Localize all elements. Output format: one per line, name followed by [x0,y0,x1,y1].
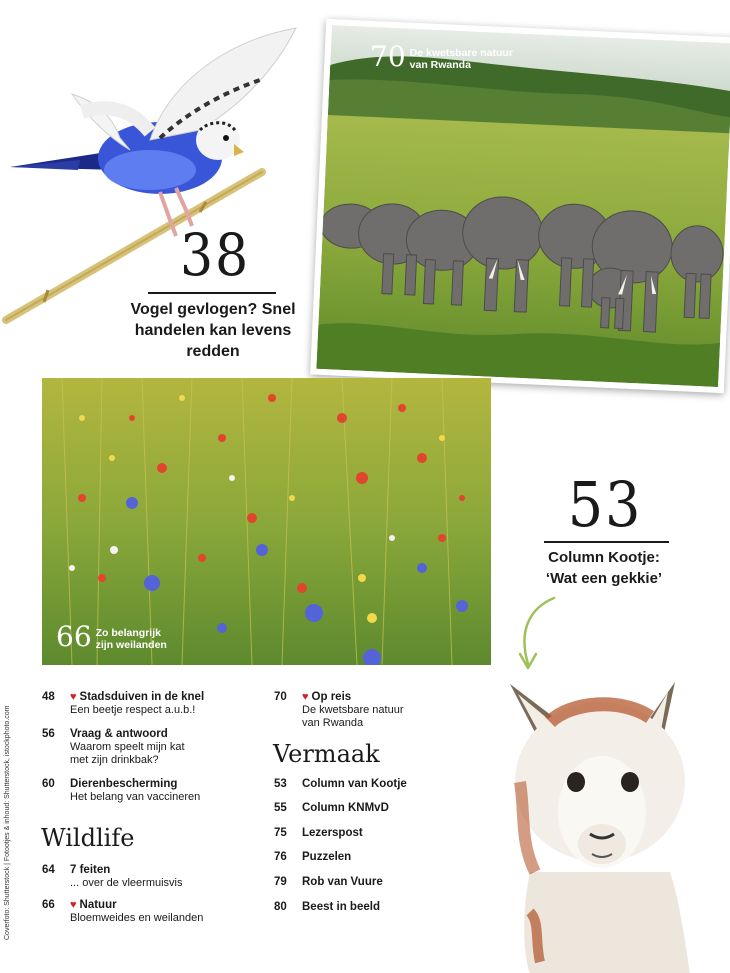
toc-item-80[interactable] [274,901,454,917]
heart-icon: ♥ [302,691,309,703]
toc-title: Dierenbescherming [70,778,178,790]
toc-title: Stadsduiven in de knel [79,691,205,703]
meadow-caption [56,622,167,652]
meadow-caption-line1: Zo belangrijk [95,627,161,639]
heart-icon: ♥ [70,691,77,703]
toc-title: Lezerspost [302,827,363,839]
toc-title: Natuur [79,899,117,911]
elephants-caption-line1: De kwetsbare natuur [409,47,513,59]
feature-number-38: 38 [179,221,251,289]
toc-title: Puzzelen [302,851,352,863]
toc-page-number: 56 [42,728,55,740]
curved-arrow-icon [510,590,570,680]
toc-item-76[interactable] [274,851,454,867]
toc-item-60[interactable] [42,778,262,808]
toc-subtitle: ... over de vleermuisvis [70,877,183,889]
toc-subtitle: Bloemweides en weilanden [70,912,204,924]
toc-subtitle-line2: met zijn drinkbak? [70,754,159,766]
section-heading-wildlife: Wildlife [41,824,135,852]
heart-icon: ♥ [70,899,77,911]
toc-item-75[interactable] [274,827,454,843]
elephants-photo-frame[interactable] [310,19,730,393]
toc-page-number: 76 [274,851,287,863]
toc-page-number: 70 [274,691,287,703]
toc-item-66[interactable] [42,899,262,929]
toc-page-number: 55 [274,802,287,814]
feature-title-column[interactable]: Column Kootje: ‘Wat een gekkie’ [545,549,663,587]
feature-number-53: 53 [567,468,643,541]
toc-title: Op reis [311,691,352,703]
feature-rule [544,541,669,543]
elephants-photo [316,25,730,387]
toc-item-55[interactable] [274,802,454,818]
toc-page-number: 80 [274,901,287,913]
toc-item-53[interactable] [274,778,454,794]
toc-subtitle: Waarom speelt mijn kat [70,741,185,753]
toc-item-56[interactable] [42,728,262,770]
toc-page-number: 48 [42,691,55,703]
toc-page-number: 60 [42,778,55,790]
feature-rule [148,292,276,294]
toc-title: 7 feiten [70,864,111,876]
meadow-caption-number: 66 [56,620,92,653]
meadow-caption-line2: zijn weilanden [95,639,167,651]
toc-title: Column KNMvD [302,802,389,814]
elephants-caption [370,42,513,72]
toc-page-number: 53 [274,778,287,790]
toc-title: Beest in beeld [302,901,380,913]
toc-item-48[interactable] [42,691,262,721]
toc-page-number: 79 [274,876,287,888]
alpaca-photo [480,672,730,973]
toc-page-number: 64 [42,864,55,876]
photo-credit: Coverfoto: Shutterstock | Fotootjes & inhoud: Shutterstock, istockphoto.com [4,705,11,940]
elephants-caption-number: 70 [370,40,406,73]
toc-item-79[interactable] [274,876,454,892]
toc-title: Vraag & antwoord [70,728,168,740]
toc-subtitle: Het belang van vaccineren [70,791,201,803]
toc-subtitle: Een beetje respect a.u.b.! [70,704,196,716]
elephants-caption-line2: van Rwanda [409,59,471,71]
toc-title: Column van Kootje [302,778,407,790]
toc-item-70[interactable] [274,691,474,733]
toc-subtitle: De kwetsbare natuur [302,704,404,716]
toc-item-64[interactable] [42,864,262,894]
feature-title-bird[interactable]: Vogel gevlogen? Snel handelen kan levens redden [130,301,296,360]
toc-page-number: 66 [42,899,55,911]
toc-subtitle-line2: van Rwanda [302,717,364,729]
toc-page-number: 75 [274,827,287,839]
toc-title: Rob van Vuure [302,876,383,888]
section-heading-vermaak: Vermaak [273,740,380,768]
